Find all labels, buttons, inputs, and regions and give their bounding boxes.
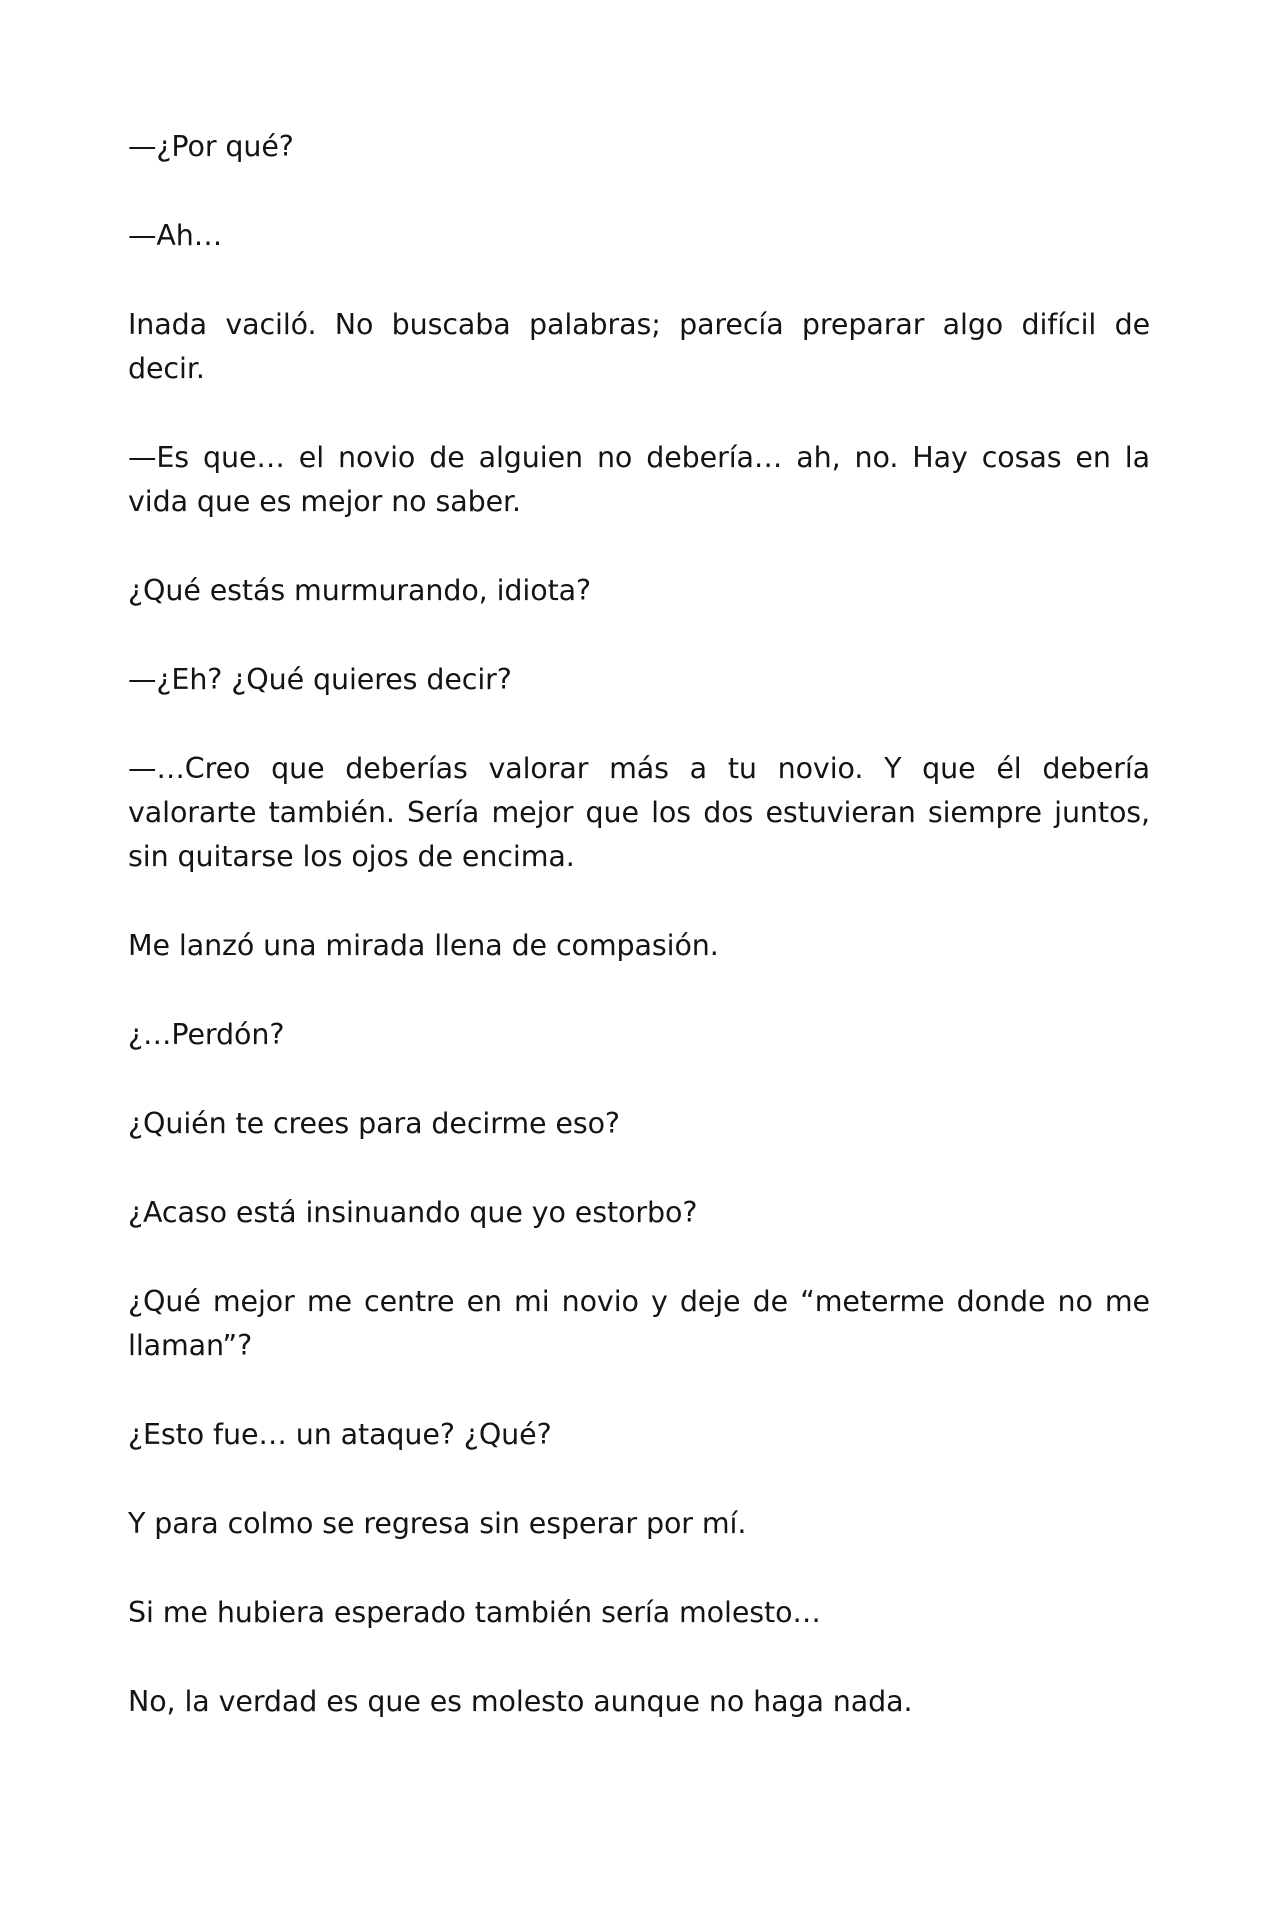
narration-paragraph: ¿…Perdón? (128, 1018, 285, 1051)
document-page (128, 125, 1150, 1769)
dialogue-paragraph: —Ah… (128, 219, 223, 252)
dialogue-paragraph: —Es que… el novio de alguien no debería… ah, no. Hay cosas en la vida que es mejor no saber. (128, 441, 1150, 518)
narration-paragraph: ¿Acaso está insinuando que yo estorbo? (128, 1196, 698, 1229)
narration-paragraph: Me lanzó una mirada llena de compasión. (128, 929, 719, 962)
dialogue-paragraph: —…Creo que deberías valorar más a tu novio. Y que él debería valorarte también. Sería mejor que los dos estuvieran siempre juntos, sin quitarse los ojos de encima. (128, 752, 1150, 873)
narration-paragraph: Si me hubiera esperado también sería molesto… (128, 1596, 821, 1629)
dialogue-paragraph: —¿Eh? ¿Qué quieres decir? (128, 663, 512, 696)
narration-paragraph: Inada vaciló. No buscaba palabras; parecía preparar algo difícil de decir. (128, 308, 1150, 385)
narration-paragraph: Y para colmo se regresa sin esperar por mí. (128, 1507, 747, 1540)
narration-paragraph: No, la verdad es que es molesto aunque no haga nada. (128, 1685, 913, 1718)
narration-paragraph: ¿Qué estás murmurando, idiota? (128, 574, 592, 607)
narration-paragraph: ¿Qué mejor me centre en mi novio y deje de “meterme donde no me llaman”? (128, 1285, 1150, 1362)
narration-paragraph: ¿Quién te crees para decirme eso? (128, 1107, 620, 1140)
narration-paragraph: ¿Esto fue… un ataque? ¿Qué? (128, 1418, 552, 1451)
dialogue-paragraph: —¿Por qué? (128, 130, 294, 163)
